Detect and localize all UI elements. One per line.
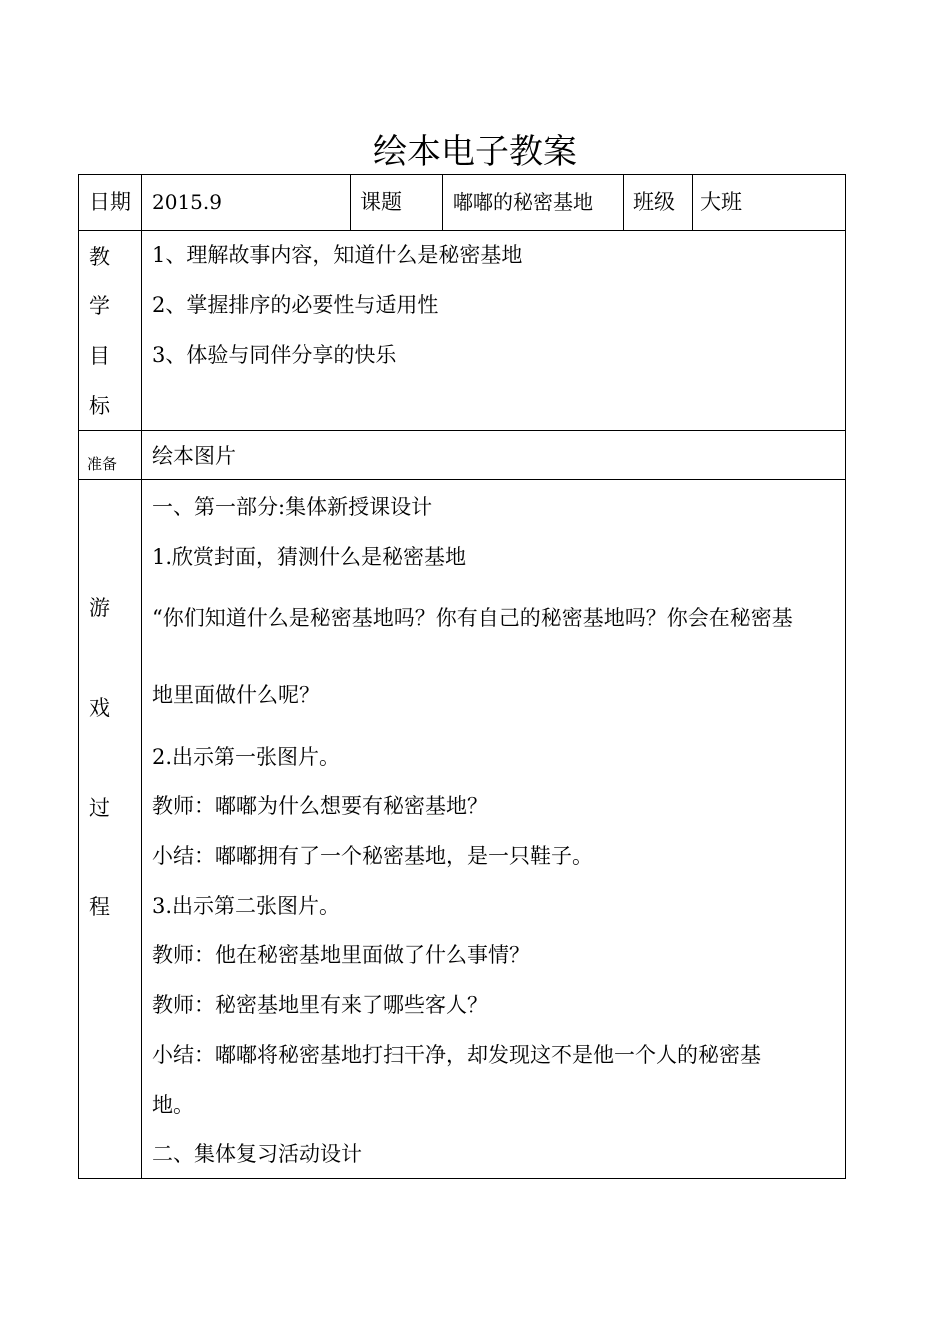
process-line: 教师：他在秘密基地里面做了什么事情？ (152, 943, 530, 967)
objective-item: 1、理解故事内容，知道什么是秘密基地 (152, 243, 523, 267)
process-line: 地。 (152, 1093, 194, 1117)
objectives-label-char: 学 (89, 294, 110, 318)
header-divider-3 (623, 174, 624, 230)
date-label: 日期 (89, 190, 131, 214)
process-line: 小结：嘟嘟将秘密基地打扫干净，却发现这不是他一个人的秘密基 (152, 1043, 761, 1067)
row-divider-objectives (78, 430, 846, 431)
objective-item: 2、掌握排序的必要性与适用性 (152, 293, 439, 317)
process-label-char: 程 (89, 895, 110, 919)
date-value: 2015.9 (152, 190, 222, 214)
objectives-label-char: 教 (89, 245, 110, 269)
class-label: 班级 (633, 190, 675, 214)
objective-item: 3、体验与同伴分享的快乐 (152, 343, 397, 367)
objectives-label-char: 标 (89, 394, 110, 418)
header-divider-2 (442, 174, 443, 230)
preparation-value: 绘本图片 (152, 444, 236, 468)
process-line: “你们知道什么是秘密基地吗？你有自己的秘密基地吗？你会在秘密基 (152, 606, 793, 630)
process-line: 教师：秘密基地里有来了哪些客人？ (152, 993, 488, 1017)
process-line: 二、集体复习活动设计 (152, 1142, 362, 1166)
row-divider-header (78, 230, 846, 231)
process-line: 一、第一部分:集体新授课设计 (152, 495, 433, 519)
table-border-top (78, 174, 846, 175)
lesson-plan-table (78, 174, 846, 1179)
process-line: 1.欣赏封面，猜测什么是秘密基地 (152, 545, 467, 569)
header-divider-1 (350, 174, 351, 230)
table-border-bottom (78, 1178, 846, 1179)
process-line: 2.出示第一张图片。 (152, 745, 341, 769)
row-divider-preparation (78, 479, 846, 480)
process-line: 教师：嘟嘟为什么想要有秘密基地？ (152, 794, 488, 818)
process-line: 地里面做什么呢？ (152, 683, 320, 707)
process-label-char: 游 (89, 596, 110, 620)
objectives-label-char: 目 (89, 344, 110, 368)
process-label-char: 过 (89, 796, 110, 820)
header-divider-4 (692, 174, 693, 230)
label-column-divider (141, 174, 142, 1179)
process-label-char: 戏 (89, 696, 110, 720)
topic-label: 课题 (360, 190, 402, 214)
process-line: 小结：嘟嘟拥有了一个秘密基地，是一只鞋子。 (152, 844, 593, 868)
topic-value: 嘟嘟的秘密基地 (453, 190, 593, 214)
process-line: 3.出示第二张图片。 (152, 894, 341, 918)
class-value: 大班 (700, 190, 742, 214)
document-title: 绘本电子教案 (373, 132, 577, 172)
table-border-left (78, 174, 79, 1179)
preparation-label: 准备 (87, 455, 118, 473)
table-border-right (845, 174, 846, 1179)
